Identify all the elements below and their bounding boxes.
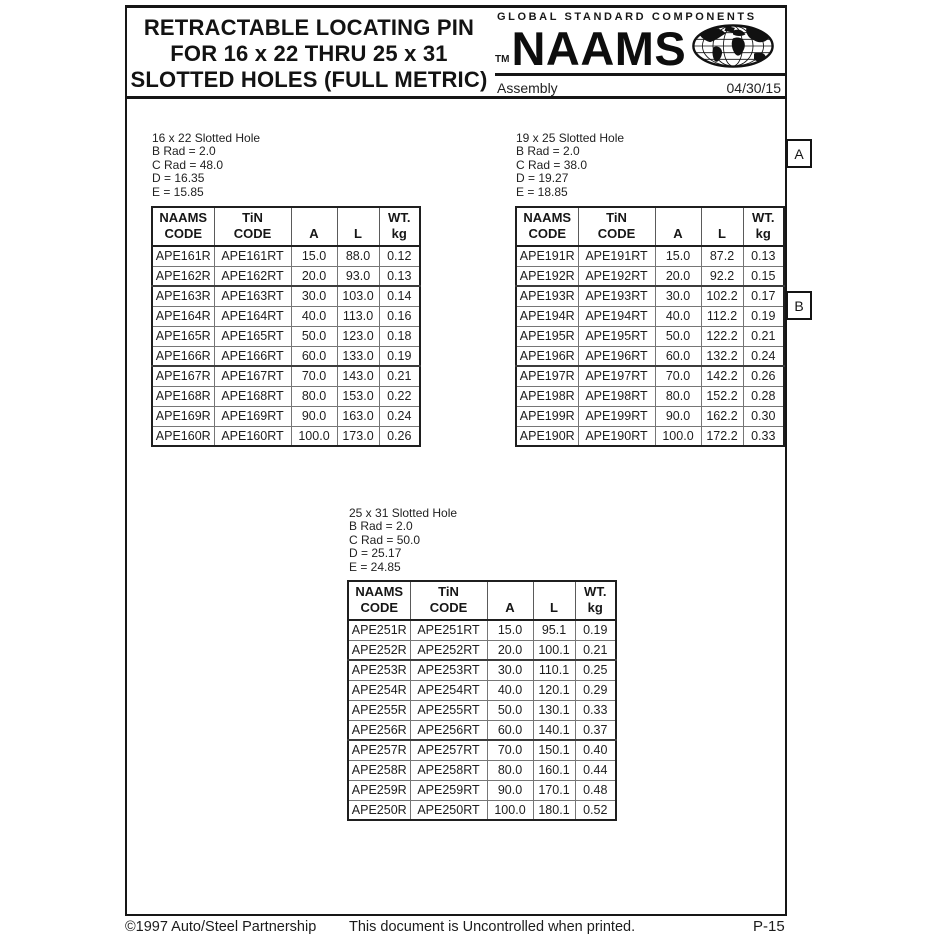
table-cell: 0.44 [575, 760, 616, 780]
table-row [152, 266, 420, 286]
globe-icon [691, 23, 775, 74]
brand-tagline: GLOBAL STANDARD COMPONENTS [497, 11, 757, 23]
table-cell: APE253R [348, 660, 410, 680]
table-cell: APE169R [152, 406, 214, 426]
table-cell: 93.0 [337, 266, 379, 286]
table-cell: 0.26 [743, 366, 784, 386]
table-cell: 0.33 [743, 426, 784, 446]
table-cell: 60.0 [291, 346, 337, 366]
section-marker-b: B [786, 291, 812, 320]
table-cell: 0.19 [575, 620, 616, 640]
table-cell: APE196R [516, 346, 578, 366]
page-title [129, 15, 489, 93]
table-row [152, 286, 420, 306]
table-cell: 0.17 [743, 286, 784, 306]
table-row [516, 426, 784, 446]
spec-info-line: D = 25.17 [349, 546, 402, 561]
table-cell: APE196RT [578, 346, 655, 366]
table-cell: APE193R [516, 286, 578, 306]
table-row [152, 426, 420, 446]
assembly-label: Assembly [497, 80, 558, 96]
table-row [348, 720, 616, 740]
table-row [152, 346, 420, 366]
table-cell: 60.0 [487, 720, 533, 740]
spec-info-line: E = 18.85 [516, 184, 568, 199]
table-cell: 50.0 [487, 700, 533, 720]
spec-info-line: C Rad = 48.0 [152, 157, 224, 172]
table-cell: 143.0 [337, 366, 379, 386]
table-row [348, 640, 616, 660]
table-cell: 0.37 [575, 720, 616, 740]
spec-table-19x25 [515, 206, 785, 447]
table-cell: 0.29 [575, 680, 616, 700]
table-cell: 173.0 [337, 426, 379, 446]
spec-info-19x25 [516, 132, 624, 199]
table-cell: APE161R [152, 246, 214, 266]
table-cell: APE164R [152, 306, 214, 326]
column-header: A [291, 207, 337, 246]
table-cell: 0.12 [379, 246, 420, 266]
table-cell: APE252R [348, 640, 410, 660]
table-row [152, 406, 420, 426]
spec-info-line: B Rad = 2.0 [152, 144, 216, 159]
table-cell: 90.0 [487, 780, 533, 800]
table-cell: 92.2 [701, 266, 743, 286]
section-marker-a: A [786, 139, 812, 168]
brand-logo-text: NAAMS [511, 21, 687, 75]
spec-info-line: B Rad = 2.0 [349, 519, 413, 534]
table-cell: 130.1 [533, 700, 575, 720]
table-cell: 153.0 [337, 386, 379, 406]
table-cell: APE254R [348, 680, 410, 700]
spec-info-line: 25 x 31 Slotted Hole [349, 506, 458, 520]
table-cell: APE166RT [214, 346, 291, 366]
table-cell: APE192RT [578, 266, 655, 286]
table-cell: 180.1 [533, 800, 575, 820]
table-row [152, 306, 420, 326]
table-cell: 20.0 [655, 266, 701, 286]
table-cell: APE259R [348, 780, 410, 800]
table-cell: 100.1 [533, 640, 575, 660]
table-cell: 88.0 [337, 246, 379, 266]
table-cell: APE254RT [410, 680, 487, 700]
spec-table-25x31 [347, 580, 617, 821]
table-cell: 0.26 [379, 426, 420, 446]
table-cell: APE252RT [410, 640, 487, 660]
column-header: WT. kg [743, 207, 784, 246]
table-cell: APE258RT [410, 760, 487, 780]
table-cell: APE198RT [578, 386, 655, 406]
table-cell: 0.21 [743, 326, 784, 346]
page-title-line: RETRACTABLE LOCATING PIN [143, 15, 475, 40]
table-cell: 0.22 [379, 386, 420, 406]
table-cell: APE251R [348, 620, 410, 640]
table-row [516, 406, 784, 426]
table-cell: 160.1 [533, 760, 575, 780]
brand-subtitle-row [495, 76, 785, 96]
table-cell: 122.2 [701, 326, 743, 346]
table-cell: 50.0 [655, 326, 701, 346]
spec-info-line: D = 19.27 [516, 171, 569, 186]
table-cell: 80.0 [655, 386, 701, 406]
table-cell: 120.1 [533, 680, 575, 700]
table-cell: 0.52 [575, 800, 616, 820]
table-cell: 113.0 [337, 306, 379, 326]
table-cell: 0.16 [379, 306, 420, 326]
column-header: L [701, 207, 743, 246]
table-cell: APE190RT [578, 426, 655, 446]
table-row [348, 760, 616, 780]
table-cell: APE197RT [578, 366, 655, 386]
table-cell: 0.19 [743, 306, 784, 326]
spec-table-16x22 [151, 206, 421, 447]
table-cell: 40.0 [655, 306, 701, 326]
column-header: A [487, 581, 533, 620]
table-cell: APE165RT [214, 326, 291, 346]
spec-info-25x31 [349, 507, 457, 574]
spec-info-line: E = 15.85 [152, 184, 204, 199]
table-row [348, 620, 616, 640]
table-cell: 0.28 [743, 386, 784, 406]
table-cell: APE255R [348, 700, 410, 720]
table-cell: 15.0 [487, 620, 533, 640]
table-cell: APE160RT [214, 426, 291, 446]
table-cell: 15.0 [291, 246, 337, 266]
column-header: WT. kg [379, 207, 420, 246]
column-header: TiN CODE [214, 207, 291, 246]
table-cell: APE251RT [410, 620, 487, 640]
table-cell: 30.0 [487, 660, 533, 680]
table-cell: 0.48 [575, 780, 616, 800]
document-header [127, 8, 785, 99]
column-header: L [337, 207, 379, 246]
table-header-row [152, 207, 420, 246]
page-title-line: SLOTTED HOLES (FULL METRIC) [130, 67, 488, 92]
table-row [348, 700, 616, 720]
table-cell: APE192R [516, 266, 578, 286]
table-cell: APE168R [152, 386, 214, 406]
table-cell: 95.1 [533, 620, 575, 640]
spec-info-line: 16 x 22 Slotted Hole [152, 131, 261, 145]
footer-notice: This document is Uncontrolled when printed. [349, 919, 636, 935]
table-cell: 0.25 [575, 660, 616, 680]
table-row [348, 660, 616, 680]
brand-row [495, 21, 785, 75]
table-cell: APE162R [152, 266, 214, 286]
table-cell: 40.0 [487, 680, 533, 700]
table-cell: 0.33 [575, 700, 616, 720]
table-cell: APE258R [348, 760, 410, 780]
table-cell: APE169RT [214, 406, 291, 426]
spec-info-line: 19 x 25 Slotted Hole [516, 131, 625, 145]
table-cell: 172.2 [701, 426, 743, 446]
table-cell: APE162RT [214, 266, 291, 286]
table-row [348, 680, 616, 700]
table-cell: APE165R [152, 326, 214, 346]
table-cell: 162.2 [701, 406, 743, 426]
table-cell: APE199R [516, 406, 578, 426]
table-row [516, 386, 784, 406]
table-cell: APE250R [348, 800, 410, 820]
table-cell: APE195RT [578, 326, 655, 346]
table-cell: APE160R [152, 426, 214, 446]
column-header: A [655, 207, 701, 246]
table-cell: APE199RT [578, 406, 655, 426]
table-cell: APE191RT [578, 246, 655, 266]
table-cell: 50.0 [291, 326, 337, 346]
table-cell: 133.0 [337, 346, 379, 366]
table-cell: 70.0 [291, 366, 337, 386]
table-cell: APE255RT [410, 700, 487, 720]
column-header: NAAMS CODE [348, 581, 410, 620]
table-header-row [516, 207, 784, 246]
table-cell: 20.0 [291, 266, 337, 286]
table-cell: APE257RT [410, 740, 487, 760]
table-row [348, 800, 616, 820]
column-header: NAAMS CODE [152, 207, 214, 246]
table-cell: 110.1 [533, 660, 575, 680]
naams-logo-block [495, 11, 785, 96]
table-row [516, 266, 784, 286]
table-row [516, 366, 784, 386]
column-header: TiN CODE [410, 581, 487, 620]
spec-info-line: D = 16.35 [152, 171, 205, 186]
table-cell: APE163R [152, 286, 214, 306]
table-row [516, 346, 784, 366]
table-cell: 140.1 [533, 720, 575, 740]
table-cell: 90.0 [655, 406, 701, 426]
table-cell: 70.0 [487, 740, 533, 760]
table-row [152, 246, 420, 266]
table-row [516, 286, 784, 306]
table-cell: APE194R [516, 306, 578, 326]
footer-copyright: ©1997 Auto/Steel Partnership [125, 919, 317, 935]
table-cell: 20.0 [487, 640, 533, 660]
table-cell: APE168RT [214, 386, 291, 406]
table-row [152, 326, 420, 346]
table-cell: 132.2 [701, 346, 743, 366]
table-cell: 15.0 [655, 246, 701, 266]
column-header: NAAMS CODE [516, 207, 578, 246]
table-cell: 100.0 [655, 426, 701, 446]
table-cell: APE256RT [410, 720, 487, 740]
table-cell: APE161RT [214, 246, 291, 266]
table-cell: 0.21 [575, 640, 616, 660]
table-cell: 87.2 [701, 246, 743, 266]
table-row [348, 740, 616, 760]
table-cell: APE194RT [578, 306, 655, 326]
spec-info-line: B Rad = 2.0 [516, 144, 580, 159]
table-cell: 0.13 [379, 266, 420, 286]
table-cell: APE197R [516, 366, 578, 386]
table-row [152, 386, 420, 406]
table-cell: 0.24 [379, 406, 420, 426]
table-cell: 0.14 [379, 286, 420, 306]
table-cell: 60.0 [655, 346, 701, 366]
table-cell: 142.2 [701, 366, 743, 386]
table-cell: APE193RT [578, 286, 655, 306]
table-cell: 0.40 [575, 740, 616, 760]
column-header: L [533, 581, 575, 620]
table-cell: APE256R [348, 720, 410, 740]
table-cell: APE167RT [214, 366, 291, 386]
table-cell: 90.0 [291, 406, 337, 426]
revision-date: 04/30/15 [726, 80, 781, 96]
table-cell: 40.0 [291, 306, 337, 326]
spec-info-line: C Rad = 50.0 [349, 532, 421, 547]
table-cell: 0.30 [743, 406, 784, 426]
table-row [516, 246, 784, 266]
table-cell: APE163RT [214, 286, 291, 306]
table-cell: APE198R [516, 386, 578, 406]
table-row [152, 366, 420, 386]
spec-info-line: E = 24.85 [349, 559, 401, 574]
table-cell: 80.0 [291, 386, 337, 406]
table-cell: 0.15 [743, 266, 784, 286]
footer-page-number: P-15 [753, 918, 785, 935]
table-cell: APE257R [348, 740, 410, 760]
table-row [348, 780, 616, 800]
table-header-row [348, 581, 616, 620]
table-cell: 0.19 [379, 346, 420, 366]
table-cell: 0.21 [379, 366, 420, 386]
spec-info-16x22 [152, 132, 260, 199]
table-cell: APE166R [152, 346, 214, 366]
table-cell: 0.24 [743, 346, 784, 366]
table-cell: 170.1 [533, 780, 575, 800]
table-cell: APE190R [516, 426, 578, 446]
page-title-line: FOR 16 x 22 THRU 25 x 31 [170, 41, 448, 66]
table-cell: 80.0 [487, 760, 533, 780]
table-row [516, 306, 784, 326]
table-cell: APE167R [152, 366, 214, 386]
table-cell: 152.2 [701, 386, 743, 406]
table-cell: APE191R [516, 246, 578, 266]
table-cell: 100.0 [487, 800, 533, 820]
table-cell: 100.0 [291, 426, 337, 446]
table-cell: 0.13 [743, 246, 784, 266]
table-cell: 163.0 [337, 406, 379, 426]
table-cell: 123.0 [337, 326, 379, 346]
table-cell: APE250RT [410, 800, 487, 820]
table-cell: 30.0 [655, 286, 701, 306]
column-header: WT. kg [575, 581, 616, 620]
table-cell: 112.2 [701, 306, 743, 326]
table-cell: APE253RT [410, 660, 487, 680]
table-cell: 70.0 [655, 366, 701, 386]
table-cell: 103.0 [337, 286, 379, 306]
column-header: TiN CODE [578, 207, 655, 246]
table-cell: APE164RT [214, 306, 291, 326]
table-cell: 102.2 [701, 286, 743, 306]
spec-info-line: C Rad = 38.0 [516, 157, 588, 172]
trademark-symbol: TM [495, 54, 510, 65]
table-cell: APE195R [516, 326, 578, 346]
table-cell: APE259RT [410, 780, 487, 800]
table-cell: 0.18 [379, 326, 420, 346]
table-row [516, 326, 784, 346]
table-cell: 30.0 [291, 286, 337, 306]
table-cell: 150.1 [533, 740, 575, 760]
